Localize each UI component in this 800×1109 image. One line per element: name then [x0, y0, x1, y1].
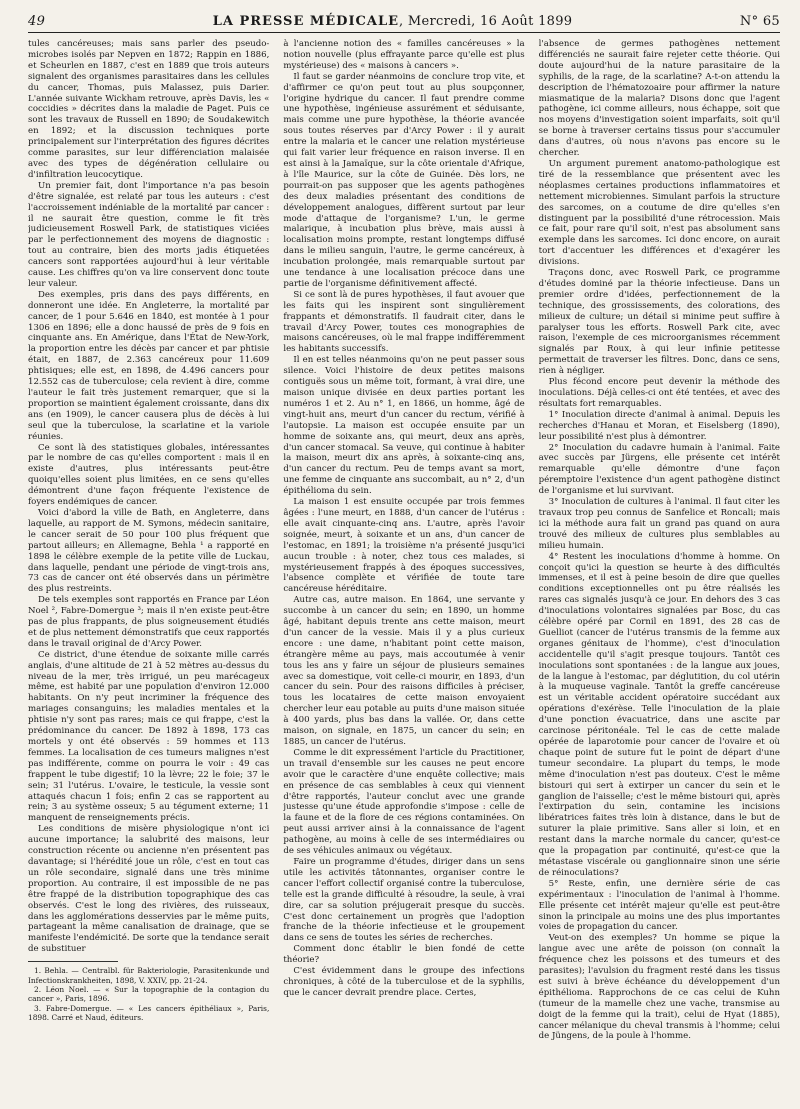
paragraph: De tels exemples sont rapportés en France par Léon Noel ², Fabre-Domergue ³; mais il n'en existe peut-être pas de plus frappants, de plus soigneusement étudiés et de plus nettement démonstratifs que ceux rapportés dans le travail original de d'Arcy Power.: [28, 595, 270, 649]
paragraph: Il en est telles néanmoins qu'on ne peut passer sous silence. Voici l'histoire de deux petites maisons contiguës sous un même toit, formant, à vrai dire, une maison unique divisée en deux parties portant les numéros 1 et 2. Au n° 1, en 1866, un homme, âgé de vingt-huit ans, meurt d'un cancer du rectum, vérifié à l'autopsie. La maison est occupée ensuite par un homme de soixante ans, qui meurt, deux ans après, d'un cancer stomacal. Sa veuve, qui continue à habiter la maison, meurt dix ans après, à soixante-cinq ans, d'un cancer du rectum. Peu de temps avant sa mort, une femme de cinquante ans succombait, au n° 2, d'un épithélioma du sein.: [283, 355, 525, 497]
paragraph: C'est évidemment dans le groupe des infections chroniques, à côté de la tuberculose et de la syphilis, que le cancer devrait prendre place. Certes,: [283, 966, 525, 998]
issue-date: , Mercredi, 16 Août 1899: [399, 14, 573, 29]
paragraph: Des exemples, pris dans des pays différents, en donneront une idée. En Angleterre, la mortalité par cancer, de 1 pour 5.646 en 1840, est montée à 1 pour 1306 en 1896; elle a donc haussé de près de 9 fois en cinquante ans. En Amérique, dans l'État de New-York, la proportion entre les décès par cancer et par phtisie était, en 1887, de 2.363 cancéreux pour 11.609 phtisiques; elle est, en 1898, de 4.496 cancers pour 12.552 cas de tuberculose; cela revient à dire, comme l'auteur le fait très justement remarquer, que si la proportion se maintient également croissante, dans dix ans (en 1909), le cancer causera plus de décès à lui seul que la tuberculose, la scarlatine et la variole réunies.: [28, 289, 270, 442]
column-3: [539, 39, 780, 1109]
footnote: 1. Behla. — Centralbl. für Bakteriologie, Parasitenkunde und Infectionskrankheiten, 1898, V. XXIV, pp. 21-24.: [28, 966, 270, 985]
paragraph: Ce sont là des statistiques globales, intéressantes par le nombre de cas qu'elles comportent : mais il en existe d'autres, plus intéressants peut-être quoiqu'elles soient plus limitées, en ce sens qu'elles démontrent d'une façon fréquente l'existence de foyers endémiques de cancer.: [28, 442, 270, 508]
paragraph: Un argument purement anatomo-pathologique est tiré de la ressemblance que présentent avec les néoplasmes certaines productions inflammatoires et nettement microbiennes. Simulant parfois la structure des sarcomes, on a coutume de dire qu'elles s'en distinguent par la possibilité d'une rétrocession. Mais ce fait, pour rare qu'il soit, n'est pas absolument sans exemple dans les sarcomes. Ici donc encore, on aurait tort d'accentuer les différences et d'exagérer les divisions.: [538, 158, 780, 268]
paragraph: Si ce sont là de pures hypothèses, il faut avouer que les faits qui les inspirent sont singulièrement frappants et démonstratifs. Il faudrait citer, dans le travail d'Arcy Power, toutes ces monographies de maisons cancéreuses, où le mal frappe indifféremment les habitants successifs.: [283, 289, 525, 355]
page-header: [28, 14, 780, 33]
paragraph: Autre cas, autre maison. En 1864, une servante y succombe à un cancer du sein; en 1890, un homme âgé, habitant depuis trente ans cette maison, meurt d'un cancer de la vessie. Mais il y a plus curieux encore : une dame, n'habitant point cette maison, étrangère même au pays, mais accoutumée à venir tous les ans y faire un séjour de plusieurs semaines avec sa domestique, voit celle-ci mourir, en 1893, d'un cancer du sein. Pour des raisons difficiles à préciser, tous les locataires de cette maison envoyaient chercher leur eau potable au puits d'une maison située à 400 yards, plus bas dans la vallée. Or, dans cette maison, on signale, en 1875, un cancer du sein; en 1885, un cancer de l'utérus.: [283, 595, 525, 747]
paragraph: 1° Inoculation directe d'animal à animal. Depuis les recherches d'Hanau et Moran, et Eiselsberg (1890), leur possibilité n'est plus à démontrer.: [538, 409, 780, 442]
paragraph: Il faut se garder néanmoins de conclure trop vite, et d'affirmer ce qu'on peut tout au plus soupçonner, l'origine hydrique du cancer. Il faut prendre comme une hypothèse, ingénieuse assurément et séduisante, mais comme une pure hypothèse, la théorie avancée sous toutes réserves par d'Arcy Power : il y aurait entre la malaria et le cancer une relation mystérieuse qui fait varier leur fréquence en raison inverse. Il en est ainsi à la Jamaïque, sur la côte orientale d'Afrique, à l'île Maurice, sur la côte de Guinée. Dès lors, ne pourrait-on pas supposer que les agents pathogènes des deux maladies présentant des conditions de développement analogues, diffèrent surtout par leur mode d'attaque de l'organisme? L'un, le germe malarique, à incubation plus brève, mais aussi à localisation moins prompte, restant longtemps diffusé dans le milieu sanguin, l'autre, le germe cancéreux, à incubation prolongée, mais remarquable surtout par une tendance à une localisation précoce dans une partie de l'organisme définitivement affecté.: [283, 71, 525, 289]
article-columns: [28, 39, 780, 1109]
journal-title: LA PRESSE MÉDICALE: [212, 14, 400, 29]
paragraph: Traçons donc, avec Roswell Park, ce programme d'études dominé par la théorie infectieuse. Dans un premier ordre d'idées, perfectionnement de la technique, des grossissements, des colorations, des milieux de culture; un détail si minime peut suffire à paralyser tous les efforts. Roswell Park cite, avec raison, l'exemple de ces microorganismes récemment signalés par Roux, à qui leur infinie petitesse permettait de traverser les filtres. Donc, dans ce sens, rien à négliger.: [538, 268, 780, 377]
paragraph: Un premier fait, dont l'importance n'a pas besoin d'être signalée, est relaté par tous les auteurs : c'est l'accroissement indéniable de la mortalité par cancer : il ne saurait être question, comme le fit très judicieusement Roswell Park, de statistiques viciées par le perfectionnement des moyens de diagnostic : tout au contraire, bien des morts jadis étiquetées cancers sont rapportées aujourd'hui à leur véritable cause. Les chiffres qu'on va lire conservent donc toute leur valeur.: [28, 180, 270, 289]
masthead: [213, 14, 573, 29]
page-number: 49: [28, 14, 46, 29]
paragraph: Faire un programme d'études, diriger dans un sens utile les activités tâtonnantes, organiser contre le cancer l'effort collectif organisé contre la tuberculose, telle est la grande difficulté à résoudre, la seule, à vrai dire, car sa solution préjugerait presque du succès. C'est donc certainement un progrès que l'adoption franche de la théorie infectieuse et le groupement dans ce sens de toutes les séries de recherches.: [283, 856, 525, 944]
paragraph: l'absence de germes pathogènes nettement différenciés ne saurait faire rejeter cette théorie. Qui doute aujourd'hui de la nature parasitaire de la syphilis, de la rage, de la scarlatine? A-t-on attendu la description de l'hématozoaire pour affirmer la nature miasmatique de la malaria? Disons donc que l'agent pathogène, ici comme ailleurs, nous échappe, soit que nos moyens d'investigation soient imparfaits, soit qu'il se borne à traverser certains tissus pour s'accumuler dans d'autres, où nous n'avons pas encore su le chercher.: [538, 39, 780, 159]
paragraph: La maison 1 est ensuite occupée par trois femmes âgées : l'une meurt, en 1888, d'un cancer de l'utérus : elle avait cinquante-cinq ans. L'autre, après l'avoir soignée, meurt, à soixante et un ans, d'un cancer de l'estomac, en 1891; la troisième n'a présenté jusqu'ici aucun trouble : à noter, chez tous ces malades, si mystérieusement frappés à des époques successives, l'absence complète et vérifiée de toute tare cancéreuse héréditaire.: [283, 497, 525, 595]
paragraph: 4° Restent les inoculations d'homme à homme. On conçoit qu'ici la question se heurte à des difficultés immenses, et il est à peine besoin de dire que quelles conditions exceptionnelles ont pu être réalisés les rares cas signalés jusqu'à ce jour. En dehors des 3 cas d'inoculations volontaires signalées par Bosc, du cas célèbre opéré par Cornil en 1891, des 28 cas de Guelliot (cancer de l'utérus transmis de la femme aux organes génitaux de l'homme), c'est d'inoculation accidentelle qu'il s'agit presque toujours. Tantôt ces inoculations sont spontanées : de la langue aux joues, de la langue à l'estomac, par déglutition, du col utérin à la muqueuse vaginale. Tantôt la greffe cancéreuse est un véritable accident opératoire succédant aux opérations d'exérèse. Telle l'inoculation de la plaie d'une ponction évacuatrice, dans une ascite par carcinose péritonéale. Tel le cas de cette malade opérée de laparotomie pour cancer de l'ovaire et où chaque point de suture fut le point de départ d'une tumeur secondaire. La plupart du temps, le mode même d'inoculation n'est pas douteux. C'est le même bistouri qui sert à extirper un cancer du sein et le ganglion de l'aisselle; c'est le même bistouri qui, après l'extirpation du sein, contamine les incisions libératrices faites très loin à distance, dans le but de suturer la plaie primitive. Sans aller si loin, et en restant dans la marche normale du cancer, qu'est-ce que la propagation par continuité, qu'est-ce que la métastase viscérale ou ganglionnaire sinon une série de réinoculations?: [538, 551, 780, 878]
paragraph: Comment donc établir le bien fondé de cette théorie?: [283, 944, 525, 966]
paragraph: à l'ancienne notion des « familles cancéreuses » la notion nouvelle (plus effrayante parce qu'elle est plus mystérieuse) des « maisons à cancers ».: [283, 39, 525, 71]
paragraph: Veut-on des exemples? Un homme se pique la langue avec une arête de poisson (on connaît la fréquence chez les poissons et des tumeurs et des parasites); l'avulsion du fragment resté dans les tissus est suivi à brève échéance du développement d'un épithélioma. Rapprochons de ce cas celui de Kuhn (tumeur de la mamelle chez une vache, transmise au doigt de la femme qui la trait), celui de Hyat (1885), cancer mélanique du cheval transmis à l'homme; celui de Jüngens, de la poule à l'homme.: [538, 933, 780, 1042]
paragraph: Comme le dit expressément l'article du Practitioner, un travail d'ensemble sur les causes ne peut encore avoir que le caractère d'une enquête collective; mais en présence de cas semblables à ceux qui viennent d'être rapportés, l'auteur conclut avec une grande justesse qu'une étude approfondie s'impose : celle de la faune et de la flore de ces régions contaminées. On peut aussi arriver ainsi à la connaissance de l'agent pathogène, au moins à celle de ses intermédiaires ou de ses véhicules animaux ou végétaux.: [283, 747, 525, 857]
footnote-divider: [28, 961, 118, 962]
paragraph: Voici d'abord la ville de Bath, en Angleterre, dans laquelle, au rapport de M. Symons, médecin sanitaire, le cancer serait de 50 pour 100 plus fréquent que partout ailleurs; en Allemagne, Behla ¹ a rapporté en 1898 le célèbre exemple de la petite ville de Luckau, dans laquelle, pendant une période de vingt-trois ans, 73 cas de cancer ont été observés dans un périmètre des plus restreints.: [28, 507, 270, 595]
paragraph: Les conditions de misère physiologique n'ont ici aucune importance; la salubrité des maisons, leur construction récente ou ancienne n'en présentent pas davantage; si l'hérédité joue un rôle, c'est en tout cas un rôle secondaire, signalé dans une très minime proportion. Au contraire, il est impossible de ne pas être frappé de la distribution topographique des cas observés. C'est le long des rivières, des ruisseaux, dans les agglomérations desservies par le même puits, partageant la même canalisation de drainage, que se manifeste l'endémicité. De sorte que la tendance serait de substituer: [28, 824, 270, 955]
paragraph: 5° Reste, enfin, une dernière série de cas expérimentaux : l'inoculation de l'animal à l'homme. Elle présente cet intérêt majeur qu'elle est peut-être sinon la principale au moins une des plus importantes voies de propagation du cancer.: [538, 878, 780, 933]
paragraph: Plus fécond encore peut devenir la méthode des inoculations. Déjà celles-ci ont été tentées, et avec des résultats fort remarquables.: [538, 377, 780, 409]
paragraph: 2° Inoculation du cadavre humain à l'animal. Faite avec succès par Jürgens, elle présente cet intérêt remarquable qu'elle démontre d'une façon péremptoire l'existence d'un agent pathogène distinct de l'organisme et lui survivant.: [538, 442, 780, 497]
paragraph: Ce district, d'une étendue de soixante mille carrés anglais, d'une altitude de 21 à 52 mètres au-dessus du niveau de la mer, très irrigué, un peu marécageux même, est habité par une population d'environ 12.000 habitants. On n'y peut incriminer la fréquence des mariages consanguins; les maladies mentales et la phtisie n'y sont pas rares; mais ce qui frappe, c'est la prédominance du cancer. De 1892 à 1898, 173 cas mortels y ont été observés : 59 hommes et 113 femmes. La localisation de ces tumeurs malignes n'est pas indifférente, comme on pourra le voir : 49 cas frappent le tube digestif; 10 la lèvre; 22 le foie; 37 le sein; 31 l'utérus. L'ovaire, le testicule, la vessie sont attaqués chacun 1 fois; enfin 2 cas se rapportent au rein; 3 au système osseux; 5 au tégument externe; 11 manquent de renseignements précis.: [28, 649, 270, 824]
column-2: [283, 39, 524, 1109]
paragraph: 3° Inoculation de cultures à l'animal. Il faut citer les travaux trop peu connus de Sanfelice et Roncali; mais ici la méthode aura fait un grand pas quand on aura trouvé des milieux de cultures plus semblables au milieu humain.: [538, 497, 780, 551]
footnote: 2. Léon Noel. — « Sur la topographie de la contagion du cancer », Paris, 1896.: [28, 984, 270, 1004]
column-1: [28, 39, 269, 1109]
paragraph: tules cancéreuses; mais sans parler des pseudo-microbes isolés par Nepven en 1872; Rappin en 1886, et Scheurlen en 1887, c'est en 1889 que trois auteurs signalent des organismes parasitaires dans les cellules du cancer, Thomas, puis Malassez, puis Darier. L'année suivante Wickham retrouve, après Davis, les « coccidies » décrites dans la maladie de Paget. Puis ce sont les travaux de Russell en 1890; de Soudakewitch en 1892; et la discussion techniques porte principalement sur l'interprétation des figures décrites comme parasites, sur leur différenciation malaisée avec des types de dégénération cellulaire ou d'infiltration leucocytique.: [28, 39, 270, 180]
issue-number: N° 65: [739, 14, 780, 29]
footnote: 3. Fabre-Domergue. — « Les cancers épithéliaux », Paris, 1898. Carré et Naud, éditeurs.: [28, 1003, 270, 1023]
